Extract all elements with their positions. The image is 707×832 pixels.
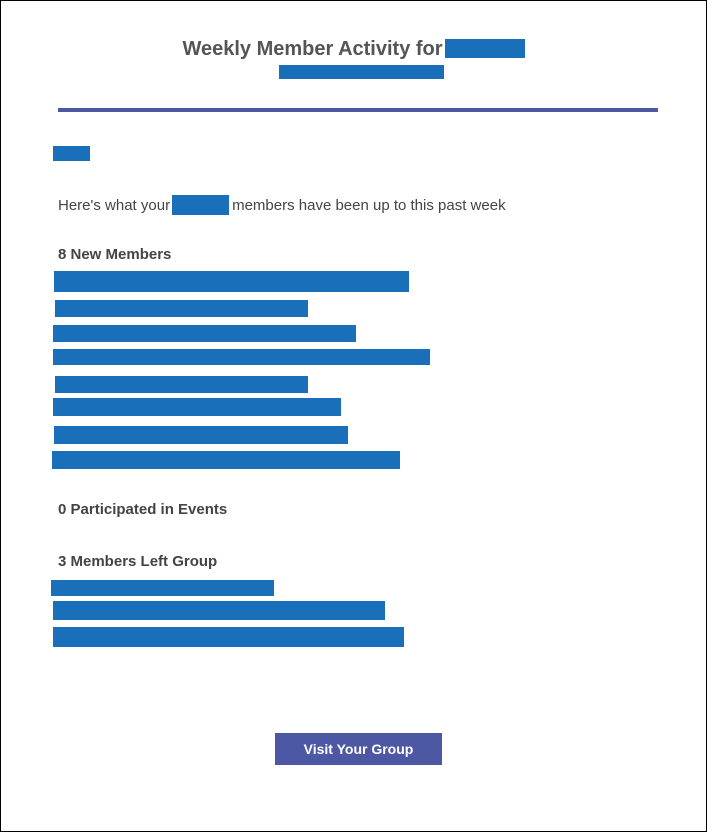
- visit-group-button[interactable]: Visit Your Group: [275, 733, 442, 765]
- redacted-new-member[interactable]: [53, 349, 430, 365]
- redacted-group-inline: [172, 195, 229, 215]
- redacted-new-member[interactable]: [54, 271, 409, 292]
- email-title-text: Weekly Member Activity for: [182, 38, 443, 60]
- redacted-new-member[interactable]: [55, 300, 308, 317]
- redacted-left-member[interactable]: [53, 601, 385, 620]
- email-title: [0, 38, 707, 61]
- left-group-heading: 3 Members Left Group: [58, 553, 218, 570]
- redacted-new-member[interactable]: [54, 426, 348, 444]
- redacted-greeting: [53, 146, 90, 161]
- intro-text-start: Here's what your: [58, 197, 171, 214]
- redacted-left-member[interactable]: [53, 627, 404, 647]
- intro-text-end: members have been up to this past week: [232, 197, 506, 214]
- new-members-heading: 8 New Members: [58, 246, 172, 263]
- redacted-group-name: [445, 39, 525, 58]
- redacted-new-member[interactable]: [55, 376, 308, 393]
- redacted-new-member[interactable]: [53, 398, 341, 416]
- redacted-left-member[interactable]: [51, 580, 274, 596]
- participated-heading: 0 Participated in Events: [58, 501, 228, 518]
- header-divider: [58, 108, 658, 112]
- redacted-subtitle: [279, 65, 444, 79]
- redacted-new-member[interactable]: [53, 325, 356, 342]
- redacted-new-member[interactable]: [52, 451, 400, 469]
- intro-text: [58, 195, 506, 215]
